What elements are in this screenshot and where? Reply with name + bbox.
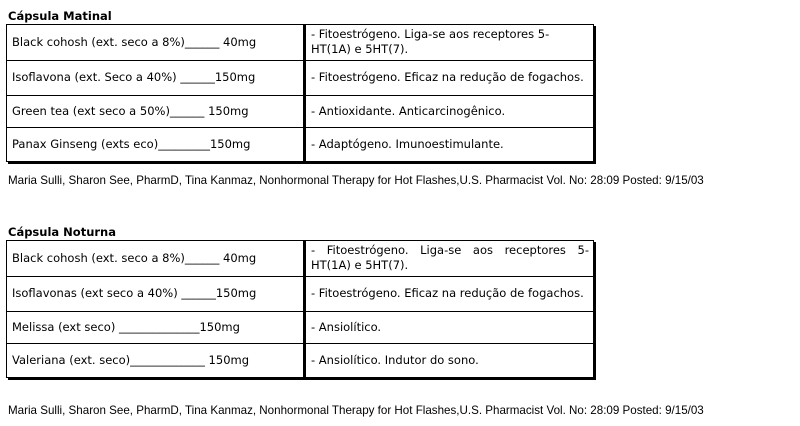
description-cell: - Fitoestrógeno. Liga-se aos receptores 5-HT(1A) e 5HT(7). [305,241,594,276]
table-row [7,60,593,95]
table-row [7,25,593,60]
description-cell: - Fitoestrógeno. Eficaz na redução de fogachos. [305,276,594,311]
ingredient-cell: Black cohosh (ext. seco a 8%)______ 40mg [7,241,305,276]
night-section-title: Cápsula Noturna [8,225,116,239]
ingredient-cell: Valeriana (ext. seco)_____________ 150mg [7,343,305,377]
description-cell: - Adaptógeno. Imunoestimulante. [311,136,504,151]
table-row [7,127,593,161]
description-cell: - Fitoestrógeno. Liga-se aos receptores 5-HT(1A) e 5HT(7). [305,25,594,60]
ingredient-cell: Panax Ginseng (exts eco)_________150mg [7,127,305,161]
table-row [7,276,593,311]
table-row [7,95,593,127]
morning-formula-table [6,24,594,162]
description-cell: - Ansiolítico. [305,311,594,343]
ingredient-cell: Isoflavonas (ext seco a 40%) ______150mg [7,276,305,311]
ingredient-cell: Melissa (ext seco) ______________150mg [7,311,305,343]
night-reference-citation: Maria Sulli, Sharon See, PharmD, Tina Kanmaz, Nonhormonal Therapy for Hot Flashes,U.S. Pharmacist Vol. No: 28:09 Posted: 9/15/03 [8,404,704,417]
night-formula-table [6,240,594,378]
description-cell: - Ansiolítico. Indutor do sono. [311,352,479,367]
ingredient-cell: Green tea (ext seco a 50%)______ 150mg [7,95,305,127]
morning-reference-citation: Maria Sulli, Sharon See, PharmD, Tina Kanmaz, Nonhormonal Therapy for Hot Flashes,U.S. Pharmacist Vol. No: 28:09 Posted: 9/15/03 [8,174,704,187]
description-cell: - Antioxidante. Anticarcinogênico. [305,95,594,127]
ingredient-cell: Isoflavona (ext. Seco a 40%) ______150mg [7,60,305,95]
description-cell: - Fitoestrógeno. Eficaz na redução de fogachos. [305,60,594,95]
table-row [7,241,593,276]
morning-section-title: Cápsula Matinal [8,9,112,23]
table-row [7,343,593,377]
table-row [7,311,593,343]
ingredient-cell: Black cohosh (ext. seco a 8%)______ 40mg [7,25,305,60]
